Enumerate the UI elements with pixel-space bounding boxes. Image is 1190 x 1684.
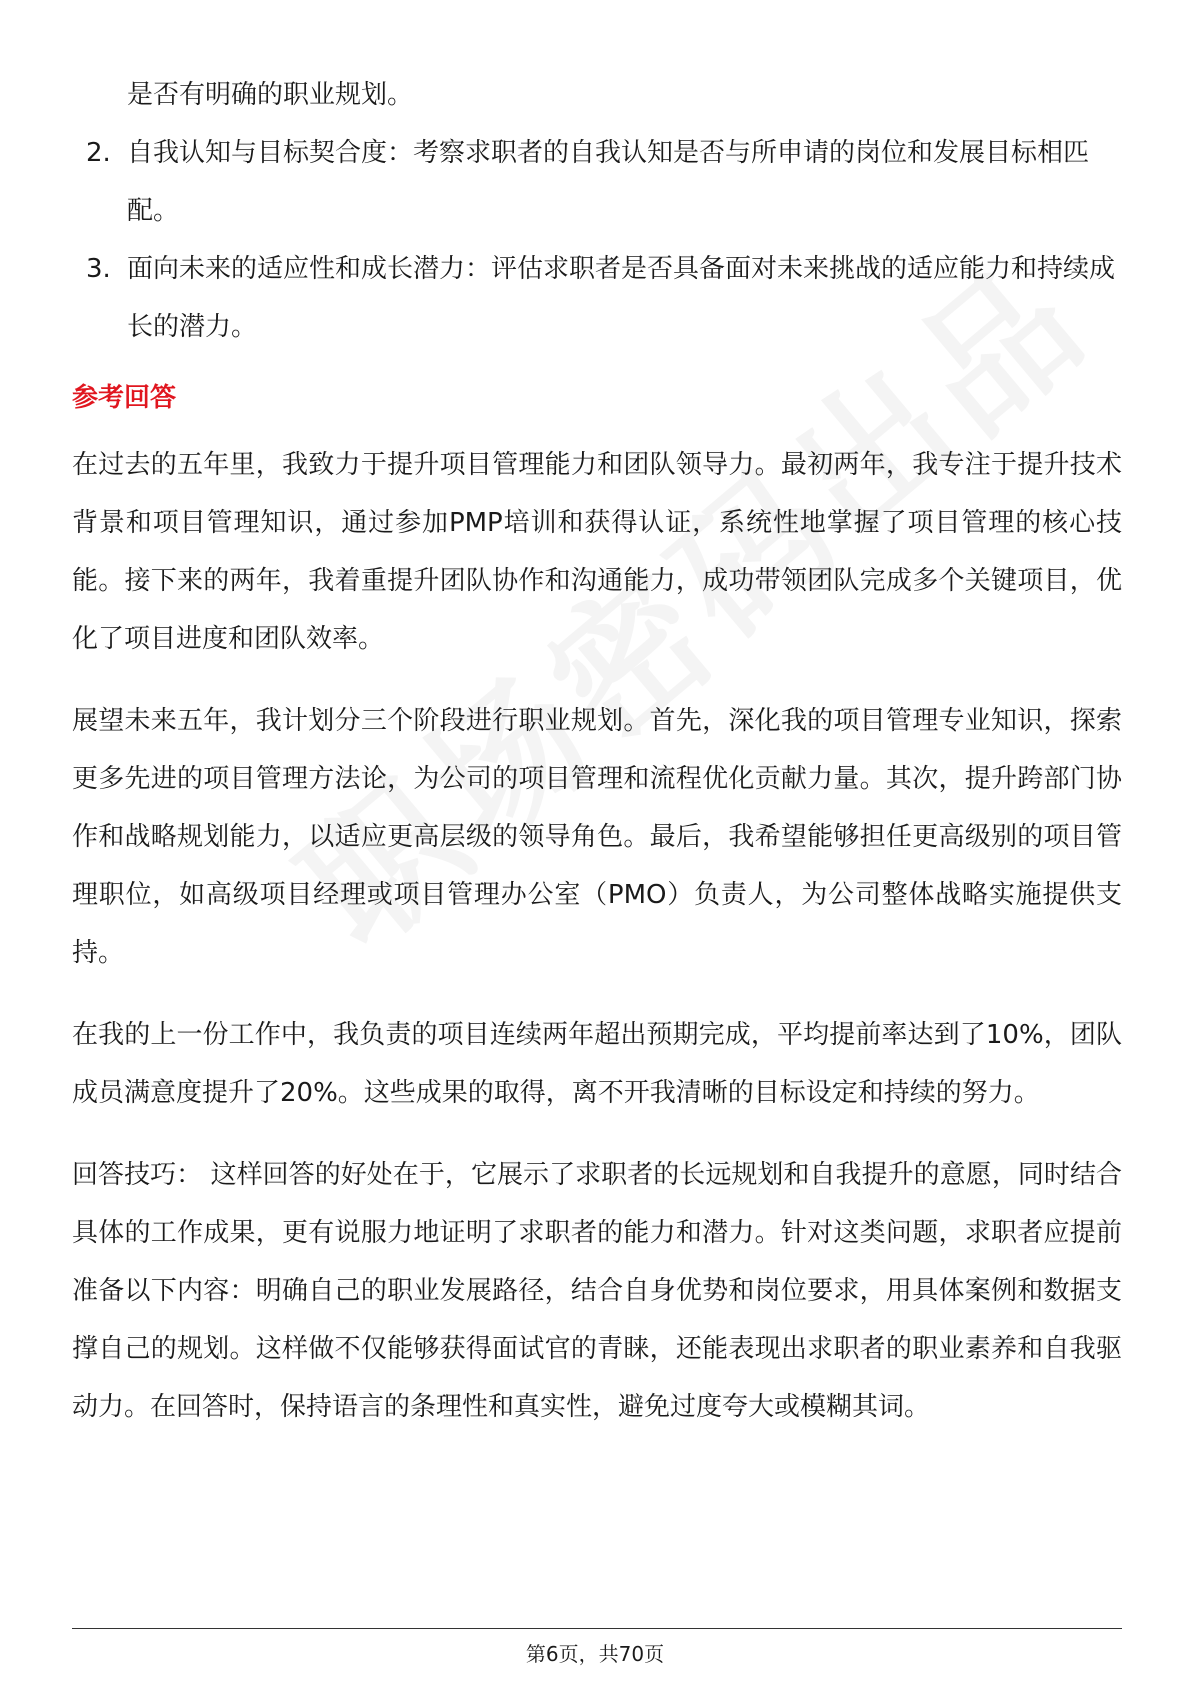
page-number: 第6页，共70页 xyxy=(525,1642,665,1666)
list-item xyxy=(72,240,1122,356)
list-item-text: 面向未来的适应性和成长潜力：评估求职者是否具备面对未来挑战的适应能力和持续成长的潜力。 xyxy=(127,254,1116,342)
page-content xyxy=(72,66,1122,1460)
answer-paragraph: 展望未来五年，我计划分三个阶段进行职业规划。首先，深化我的项目管理专业知识，探索更多先进的项目管理方法论，为公司的项目管理和流程优化贡献力量。其次，提升跨部门协作和战略规划能力，以适应更高层级的领导角色。最后，我希望能够担任更高级别的项目管理职位，如高级项目经理或项目管理办公室（PMO）负责人，为公司整体战略实施提供支持。 xyxy=(72,706,1122,968)
list-item-text: 自我认知与目标契合度：考察求职者的自我认知是否与所申请的岗位和发展目标相匹配。 xyxy=(127,138,1090,226)
answer-paragraph: 在过去的五年里，我致力于提升项目管理能力和团队领导力。最初两年，我专注于提升技术背景和项目管理知识，通过参加PMP培训和获得认证，系统性地掌握了项目管理的核心技能。接下来的两年，我着重提升团队协作和沟通能力，成功带领团队完成多个关键项目，优化了项目进度和团队效率。 xyxy=(72,450,1122,654)
list-item xyxy=(72,124,1122,240)
tips-paragraph: 回答技巧： 这样回答的好处在于，它展示了求职者的长远规划和自我提升的意愿，同时结合具体的工作成果，更有说服力地证明了求职者的能力和潜力。针对这类问题，求职者应提前准备以下内容：明确自己的职业发展路径，结合自身优势和岗位要求，用具体案例和数据支撑自己的规划。这样做不仅能够获得面试官的青睐，还能表现出求职者的职业素养和自我驱动力。在回答时，保持语言的条理性和真实性，避免过度夸大或模糊其词。 xyxy=(72,1160,1122,1422)
list-number: 2. xyxy=(86,138,111,168)
list-number: 3. xyxy=(86,254,111,284)
answer-paragraph: 在我的上一份工作中，我负责的项目连续两年超出预期完成，平均提前率达到了10%，团队成员满意度提升了20%。这些成果的取得，离不开我清晰的目标设定和持续的努力。 xyxy=(72,1020,1122,1108)
footer-divider xyxy=(72,1628,1122,1629)
list-item-continuation: 是否有明确的职业规划。 xyxy=(127,80,414,110)
section-heading: 参考回答 xyxy=(72,383,177,413)
